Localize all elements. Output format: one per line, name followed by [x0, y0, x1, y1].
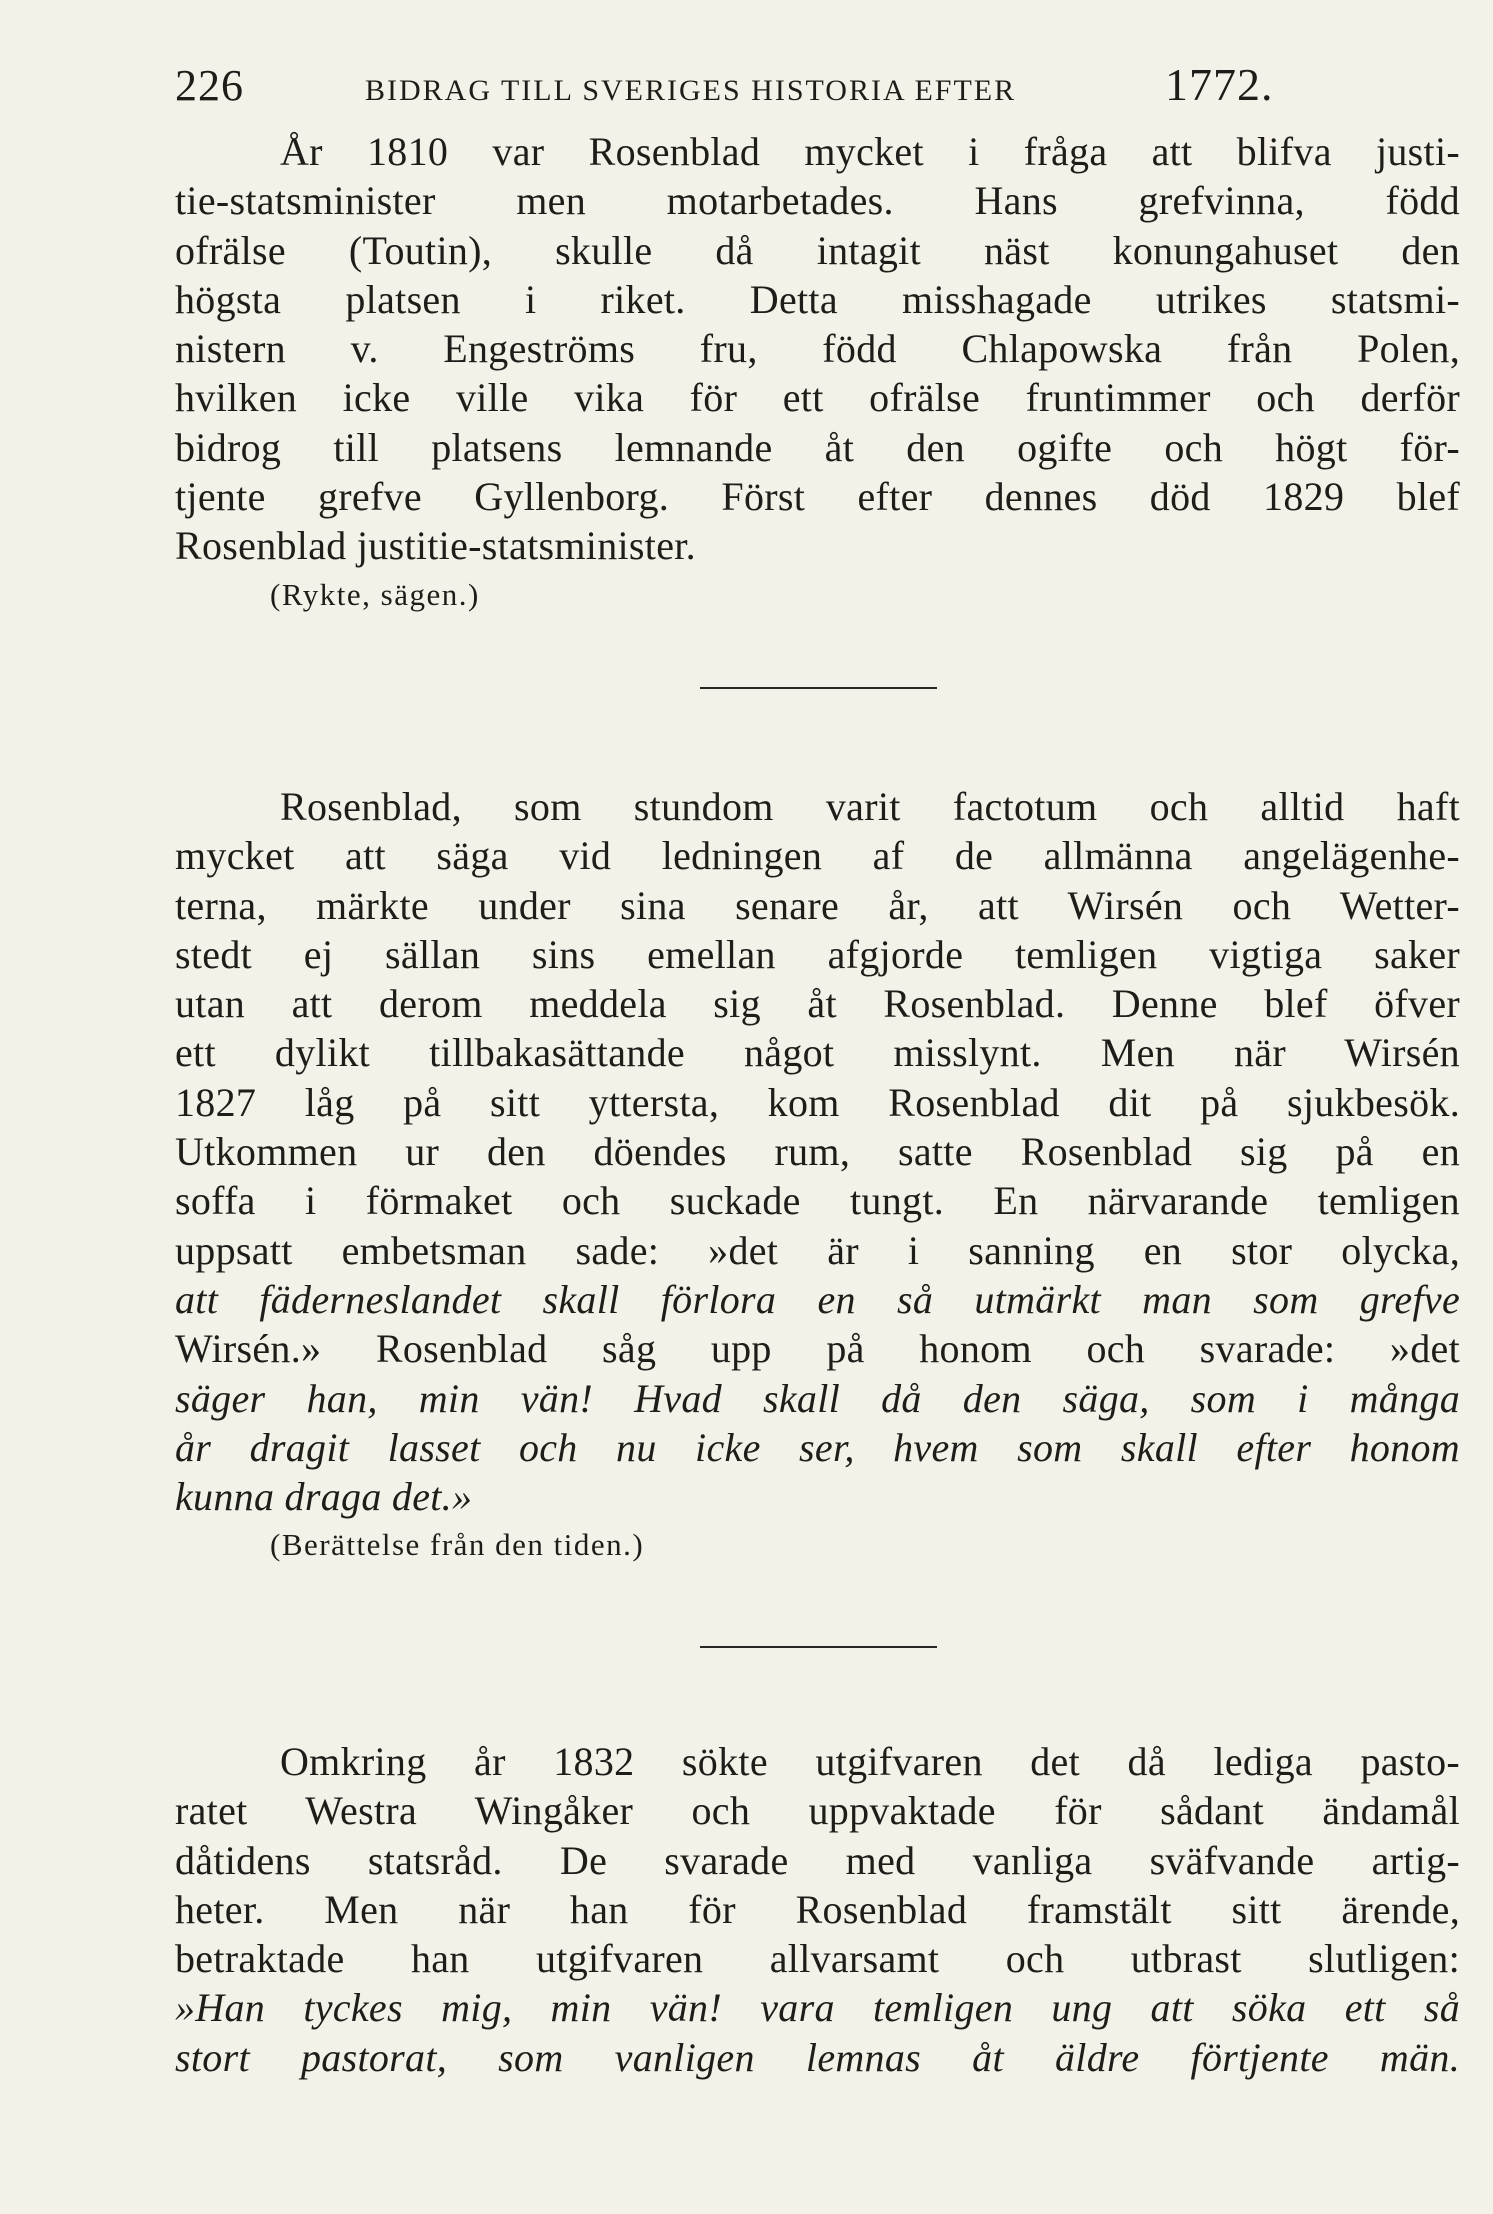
text-line: nistern v. Engeströms fru, född Chlapowska från Polen,	[175, 326, 1460, 372]
text-line: 1827 låg på sitt yttersta, kom Rosenblad dit på sjukbesök.	[175, 1079, 1460, 1125]
source-note: (Rykte, sägen.)	[270, 576, 480, 612]
paragraph-rosenblad-wirsen	[175, 782, 1460, 1569]
text-line: uppsatt embetsman sade: »det är i sanning en stor olycka,	[175, 1227, 1460, 1273]
text-line: soffa i förmaket och suckade tungt. En närvarande temligen	[175, 1178, 1460, 1224]
text-line: tjente grefve Gyllenborg. Först efter dennes död 1829 blef	[175, 474, 1460, 520]
text-line: terna, märkte under sina senare år, att Wirsén och Wetter-	[175, 882, 1460, 928]
paragraph-pastorat-1832	[175, 1737, 1460, 2082]
text-line: dåtidens statsråd. De svarade med vanliga sväfvande artig-	[175, 1837, 1460, 1883]
text-line: utan att derom meddela sig åt Rosenblad. Denne blef öfver	[175, 981, 1460, 1027]
text-line: Omkring år 1832 sökte utgifvaren det då lediga pasto-	[280, 1739, 1460, 1784]
text-line: ofrälse (Toutin), skulle då intagit näst konungahuset den	[175, 227, 1460, 273]
text-line: stedt ej sällan sins emellan afgjorde temligen vigtiga saker	[175, 931, 1460, 977]
text-line: bidrog till platsens lemnande åt den ogifte och högt för-	[175, 424, 1460, 470]
text-line: Wirsén.» Rosenblad såg upp på honom och svarade: »det	[175, 1326, 1460, 1372]
running-title: BIDRAG TILL SVERIGES HISTORIA EFTER	[365, 74, 1017, 107]
page-header	[175, 52, 1275, 116]
section-divider	[700, 687, 937, 689]
text-line: kunna draga det.»	[175, 1474, 473, 1520]
paragraph-rosenblad-1810	[175, 127, 1460, 619]
text-line: säger han, min vän! Hvad skall då den säga, som i många	[175, 1375, 1460, 1421]
text-line: mycket att säga vid ledningen af de allmänna angelägenhe-	[175, 833, 1460, 879]
text-line: Rosenblad justitie-statsminister.	[175, 523, 696, 569]
text-line: hvilken icke ville vika för ett ofrälse fruntimmer och derför	[175, 375, 1460, 421]
text-line: tie-statsminister men motarbetades. Hans grefvinna, född	[175, 178, 1460, 224]
text-line: heter. Men när han för Rosenblad framstält sitt ärende,	[175, 1886, 1460, 1932]
source-note: (Berättelse från den tiden.)	[270, 1527, 645, 1563]
text-line: högsta platsen i riket. Detta misshagade utrikes statsmi-	[175, 276, 1460, 322]
text-line: betraktade han utgifvaren allvarsamt och utbrast slutligen:	[175, 1936, 1460, 1982]
text-line: Rosenblad, som stundom varit factotum och alltid haft	[280, 784, 1460, 829]
text-line: ratet Westra Wingåker och uppvaktade för sådant ändamål	[175, 1788, 1460, 1834]
text-line: år dragit lasset och nu icke ser, hvem som skall efter honom	[175, 1424, 1460, 1470]
running-title-year: 1772.	[1165, 59, 1274, 110]
section-divider	[700, 1646, 937, 1648]
text-line: »Han tyckes mig, min vän! vara temligen ung att söka ett så	[175, 1985, 1460, 2031]
text-line: ett dylikt tillbakasättande något misslynt. Men när Wirsén	[175, 1030, 1460, 1076]
page-number: 226	[175, 61, 244, 110]
text-line: År 1810 var Rosenblad mycket i fråga att blifva justi-	[280, 129, 1460, 174]
text-line: att fäderneslandet skall förlora en så utmärkt man som grefve	[175, 1276, 1460, 1322]
text-line: Utkommen ur den döendes rum, satte Rosenblad sig på en	[175, 1129, 1460, 1175]
text-line: stort pastorat, som vanligen lemnas åt äldre förtjente män.	[175, 2034, 1460, 2080]
